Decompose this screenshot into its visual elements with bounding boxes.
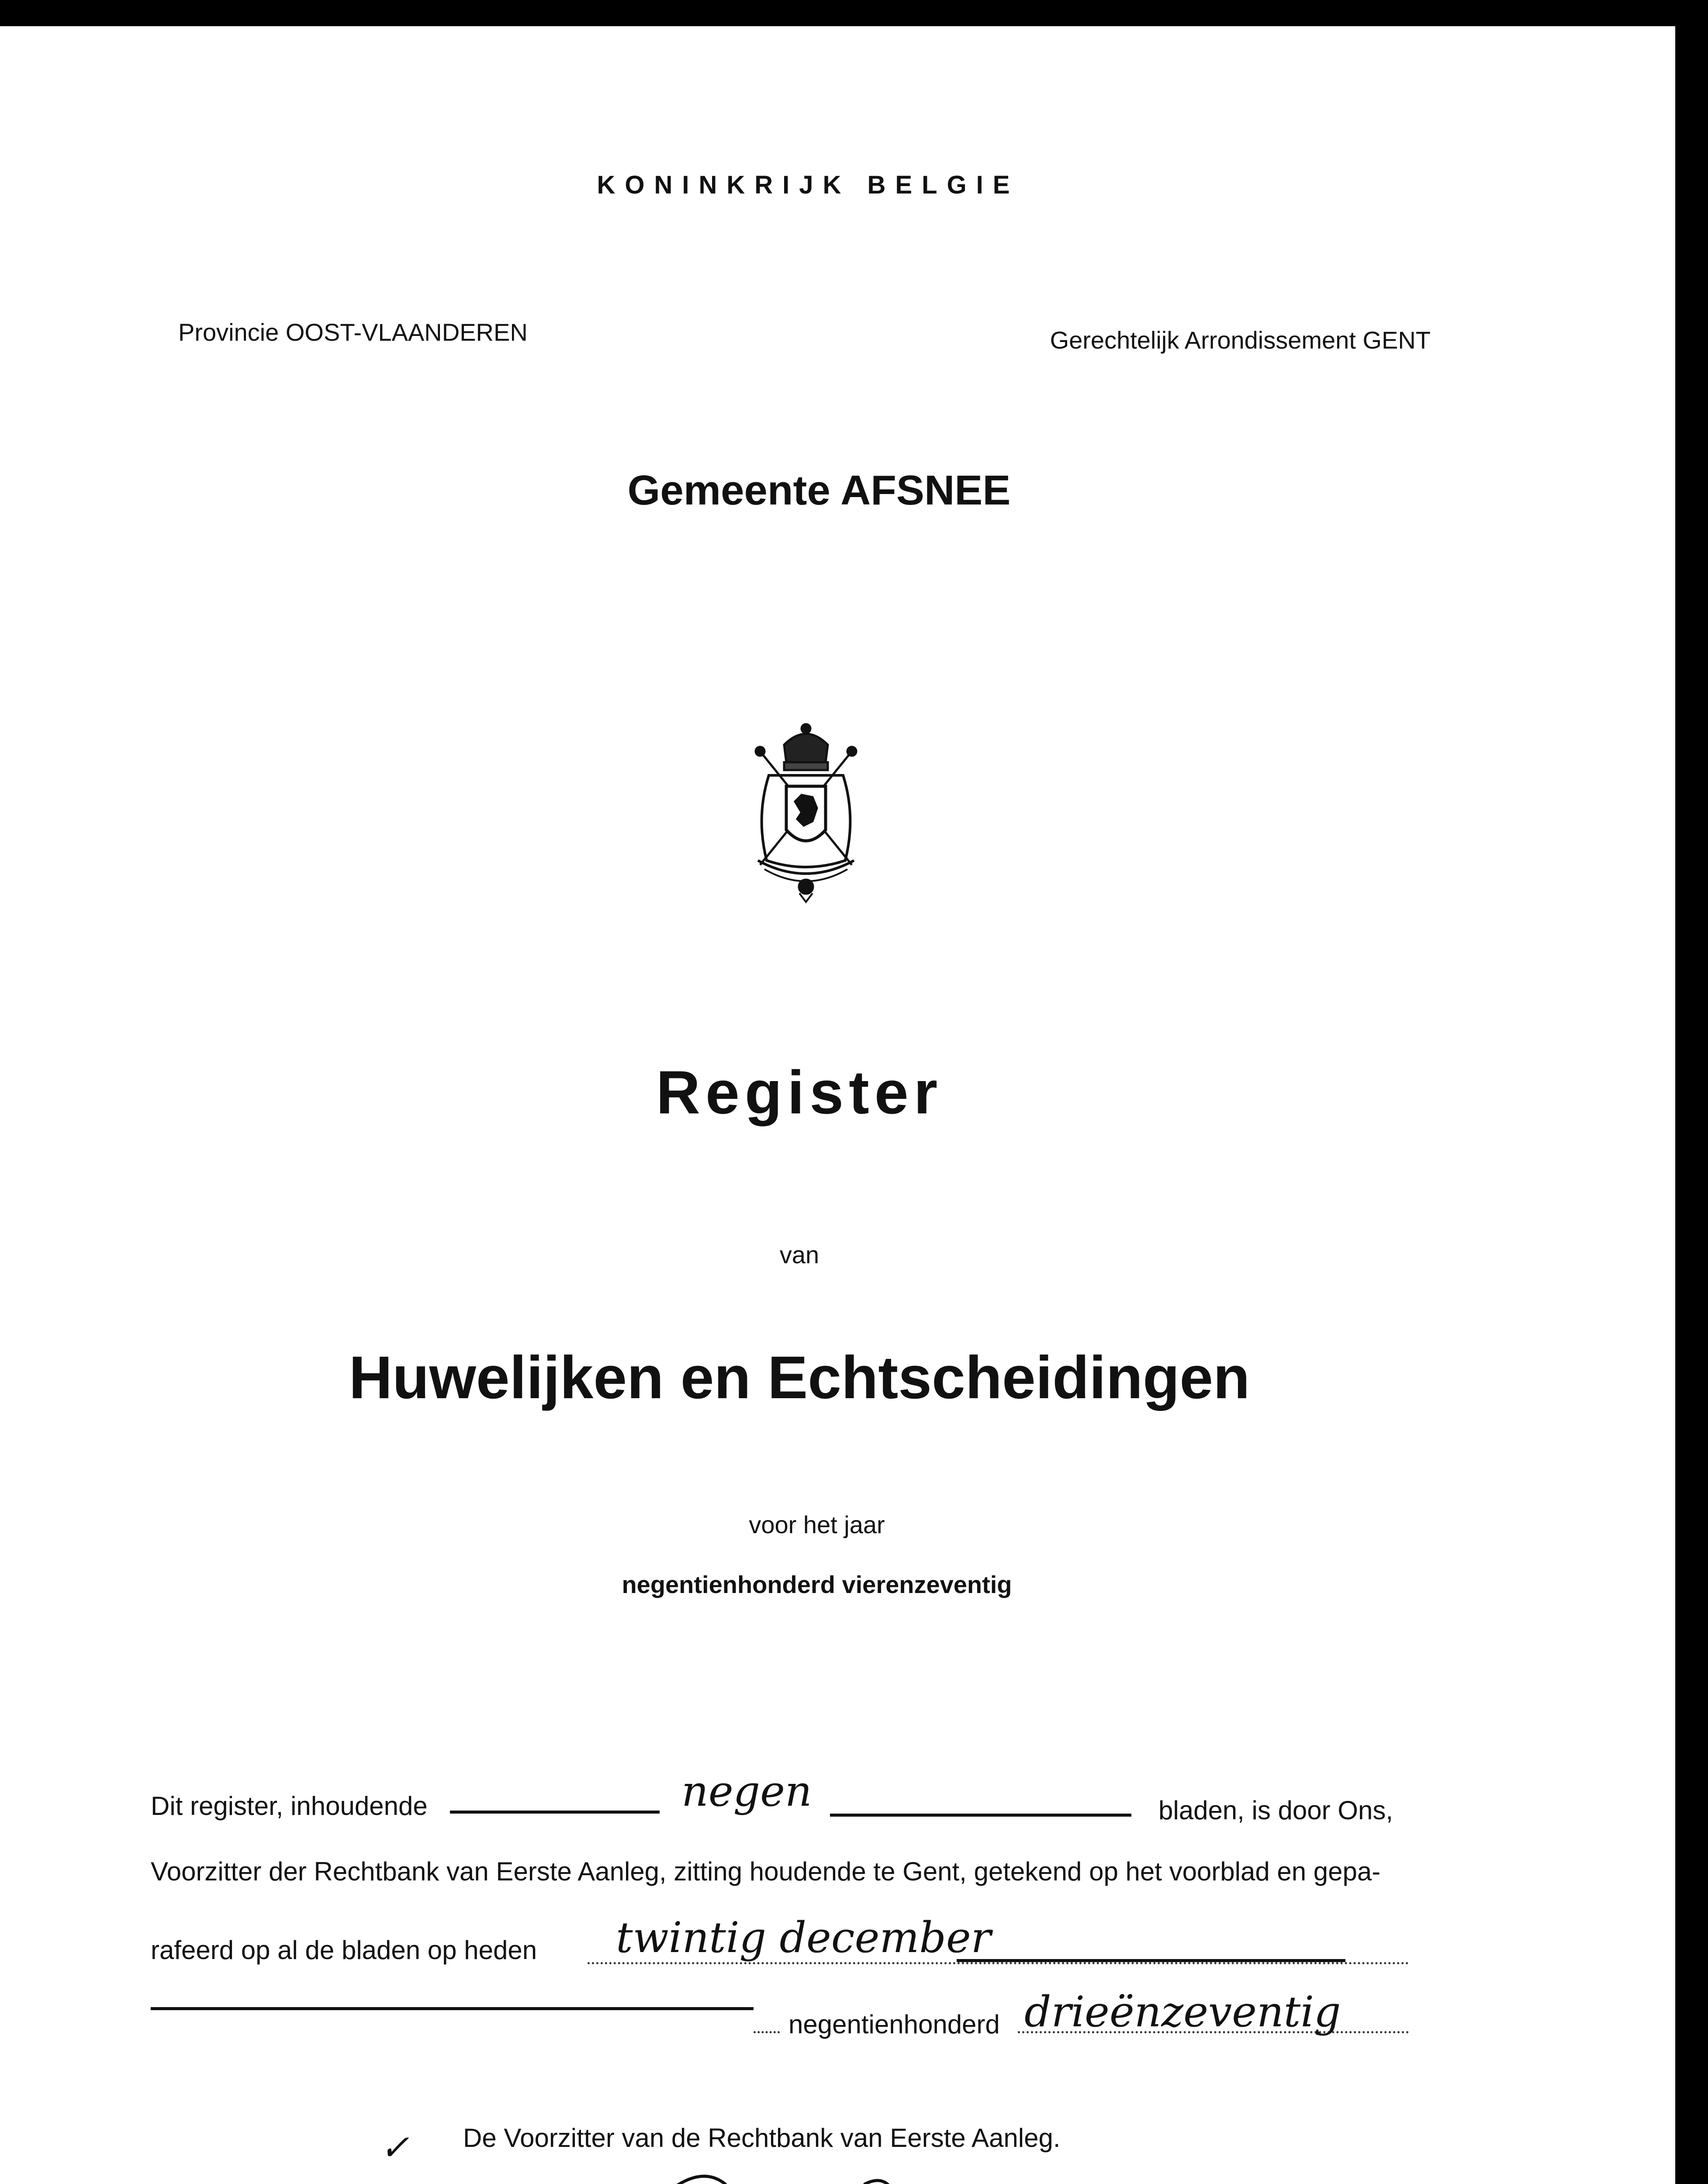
year-text: negentienhonderd vierenzeventig bbox=[622, 1571, 1012, 1598]
scan-border-top bbox=[0, 0, 1708, 26]
year-intro: voor het jaar bbox=[749, 1511, 885, 1538]
dotted-fill-line bbox=[754, 2031, 780, 2033]
dotted-fill-line bbox=[588, 1962, 1409, 1964]
certification-line4-label: negentienhonderd bbox=[788, 2010, 1000, 2039]
belgian-coat-of-arms-icon bbox=[743, 721, 869, 904]
certification-line1-end: bladen, is door Ons, bbox=[1158, 1796, 1393, 1825]
document-page bbox=[0, 26, 1675, 2184]
fill-line bbox=[830, 1814, 1131, 1817]
handwritten-date: twintig december bbox=[616, 1913, 991, 1962]
handwritten-mark: ✓ bbox=[380, 2127, 410, 2168]
province-label: Provincie OOST-VLAANDEREN bbox=[178, 318, 528, 346]
president-signature bbox=[664, 2158, 996, 2184]
handwritten-year: drieënzeventig bbox=[1024, 1987, 1341, 2036]
fill-line bbox=[957, 1959, 1345, 1962]
signature-caption: De Voorzitter van de Rechtbank van Eerste Aanleg. bbox=[463, 2123, 1061, 2153]
scan-border-right bbox=[1675, 0, 1708, 2184]
certification-line3-start: rafeerd op al de bladen op heden bbox=[151, 1935, 537, 1965]
fill-line bbox=[450, 1811, 660, 1814]
district-label: Gerechtelijk Arrondissement GENT bbox=[1050, 326, 1431, 354]
kingdom-heading: KONINKRIJK BELGIE bbox=[597, 171, 1020, 199]
register-title: Register bbox=[656, 1058, 943, 1127]
register-subject: Huwelijken en Echtscheidingen bbox=[349, 1344, 1250, 1411]
certification-line2: Voorzitter der Rechtbank van Eerste Aanleg, zitting houdende te Gent, getekend op het voorblad en gepa- bbox=[151, 1857, 1381, 1886]
handwritten-page-count: negen bbox=[681, 1767, 812, 1816]
title-connector: van bbox=[779, 1241, 819, 1268]
municipality-title: Gemeente AFSNEE bbox=[627, 467, 1011, 514]
fill-line bbox=[151, 2007, 754, 2010]
certification-line1-start: Dit register, inhoudende bbox=[151, 1791, 428, 1821]
